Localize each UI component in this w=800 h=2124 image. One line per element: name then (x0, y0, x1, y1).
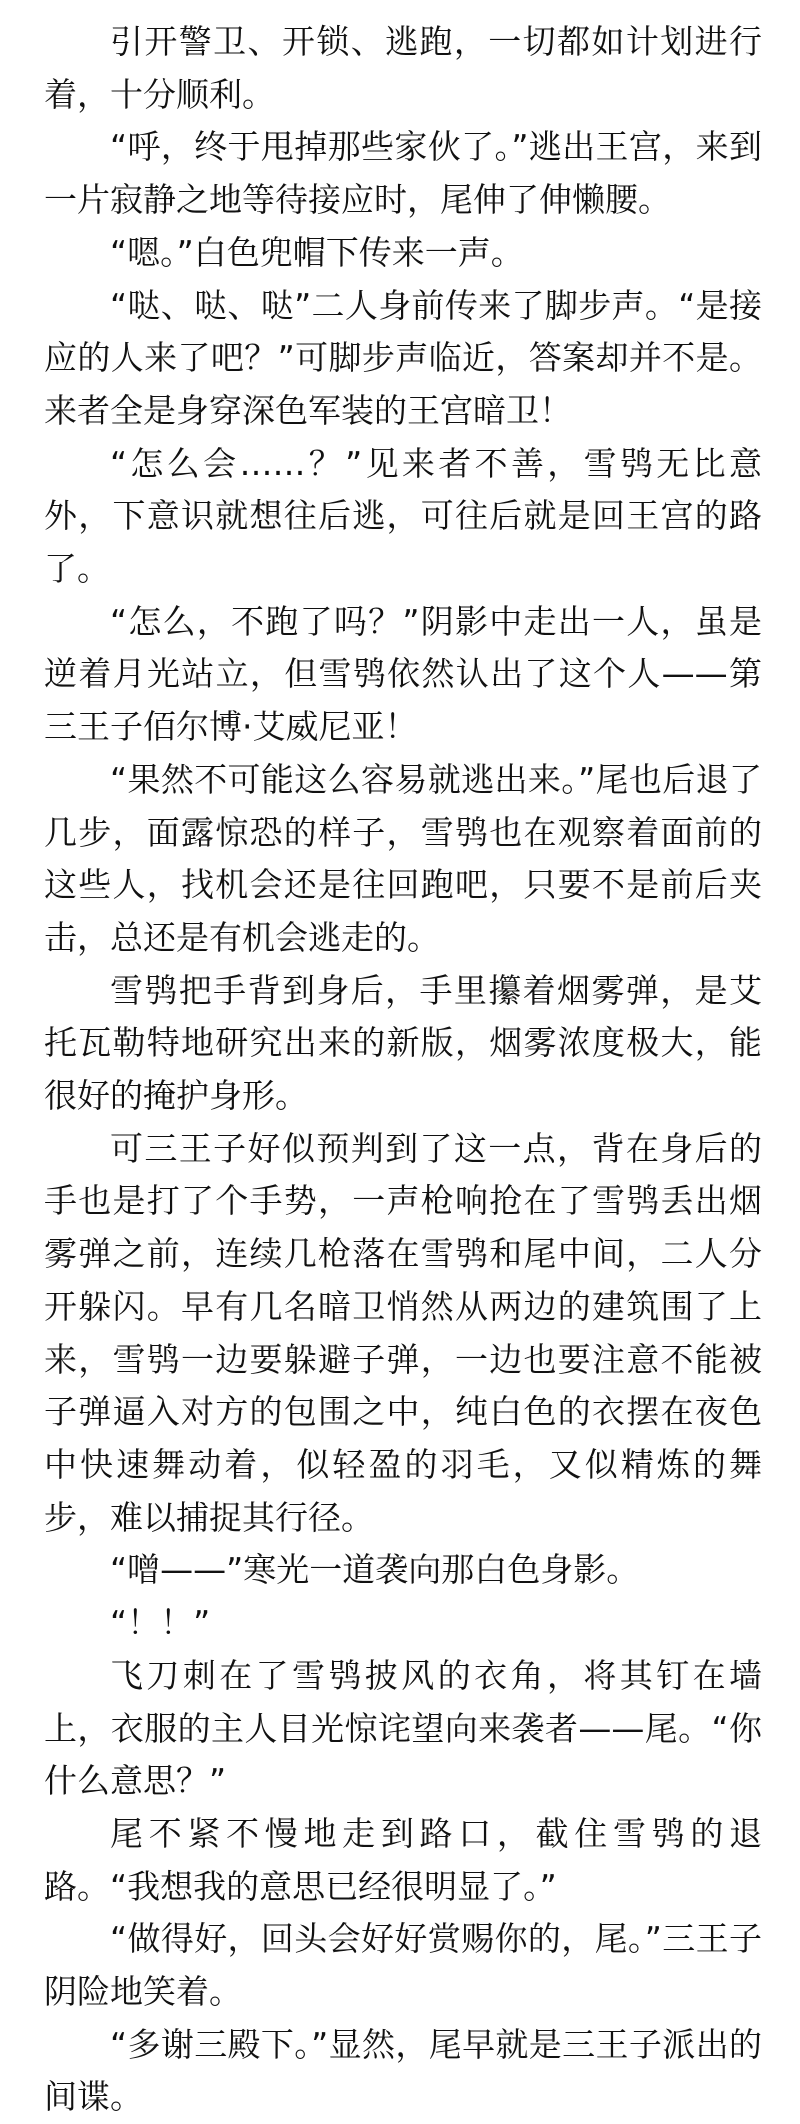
paragraph: 可三王子好似预判到了这一点，背在身后的手也是打了个手势，一声枪响抢在了雪鸮丢出烟雾弹之前，连续几枪落在雪鸮和尾中间，二人分开躲闪。早有几名暗卫悄然从两边的建筑围了上来，雪鸮一边要躲避子弹，一边也要注意不能被子弹逼入对方的包围之中，纯白色的衣摆在夜色中快速舞动着，似轻盈的羽毛，又似精炼的舞步，难以捕捉其行径。 (44, 1128, 762, 1537)
paragraph: “！！” (110, 1603, 211, 1643)
paragraph: “嗯。”白色兜帽下传来一声。 (110, 232, 524, 272)
paragraph: “果然不可能这么容易就逃出来。”尾也后退了几步，面露惊恐的样子，雪鸮也在观察着面前的这些人，找机会还是往回跑吧，只要不是前后夹击，总还是有机会逃走的。 (44, 759, 762, 957)
paragraph: “多谢三殿下。”显然，尾早就是三王子派出的间谍。 (44, 2024, 762, 2117)
paragraph: 引开警卫、开锁、逃跑，一切都如计划进行着，十分顺利。 (44, 22, 762, 114)
paragraph: “噌——”寒光一道袭向那白色身影。 (110, 1550, 640, 1590)
paragraph: “做得好，回头会好好赏赐你的，尾。”三王子阴险地笑着。 (44, 1919, 762, 2012)
paragraph: 飞刀刺在了雪鸮披风的衣角，将其钉在墙上，衣服的主人目光惊诧望向来袭者——尾。“你什么意思？” (44, 1655, 762, 1801)
paragraph: “呼，终于甩掉那些家伙了。”逃出王宫，来到一片寂静之地等待接应时，尾伸了伸懒腰。 (44, 127, 762, 220)
paragraph: 尾不紧不慢地走到路口，截住雪鸮的退路。“我想我的意思已经很明显了。” (44, 1813, 762, 1906)
paragraph: “哒、哒、哒”二人身前传来了脚步声。“是接应的人来了吧？”可脚步声临近，答案却并不是。来者全是身穿深色军装的王宫暗卫！ (44, 285, 762, 430)
paragraph: “怎么会……？”见来者不善，雪鸮无比意外，下意识就想往后逃，可往后就是回王宫的路了。 (44, 443, 762, 589)
paragraph: “怎么，不跑了吗？”阴影中走出一人，虽是逆着月光站立，但雪鸮依然认出了这个人——第三王子佰尔博·艾威尼亚！ (44, 601, 762, 747)
paragraph: 雪鸮把手背到身后，手里攥着烟雾弹，是艾托瓦勒特地研究出来的新版，烟雾浓度极大，能很好的掩护身形。 (44, 970, 762, 1116)
